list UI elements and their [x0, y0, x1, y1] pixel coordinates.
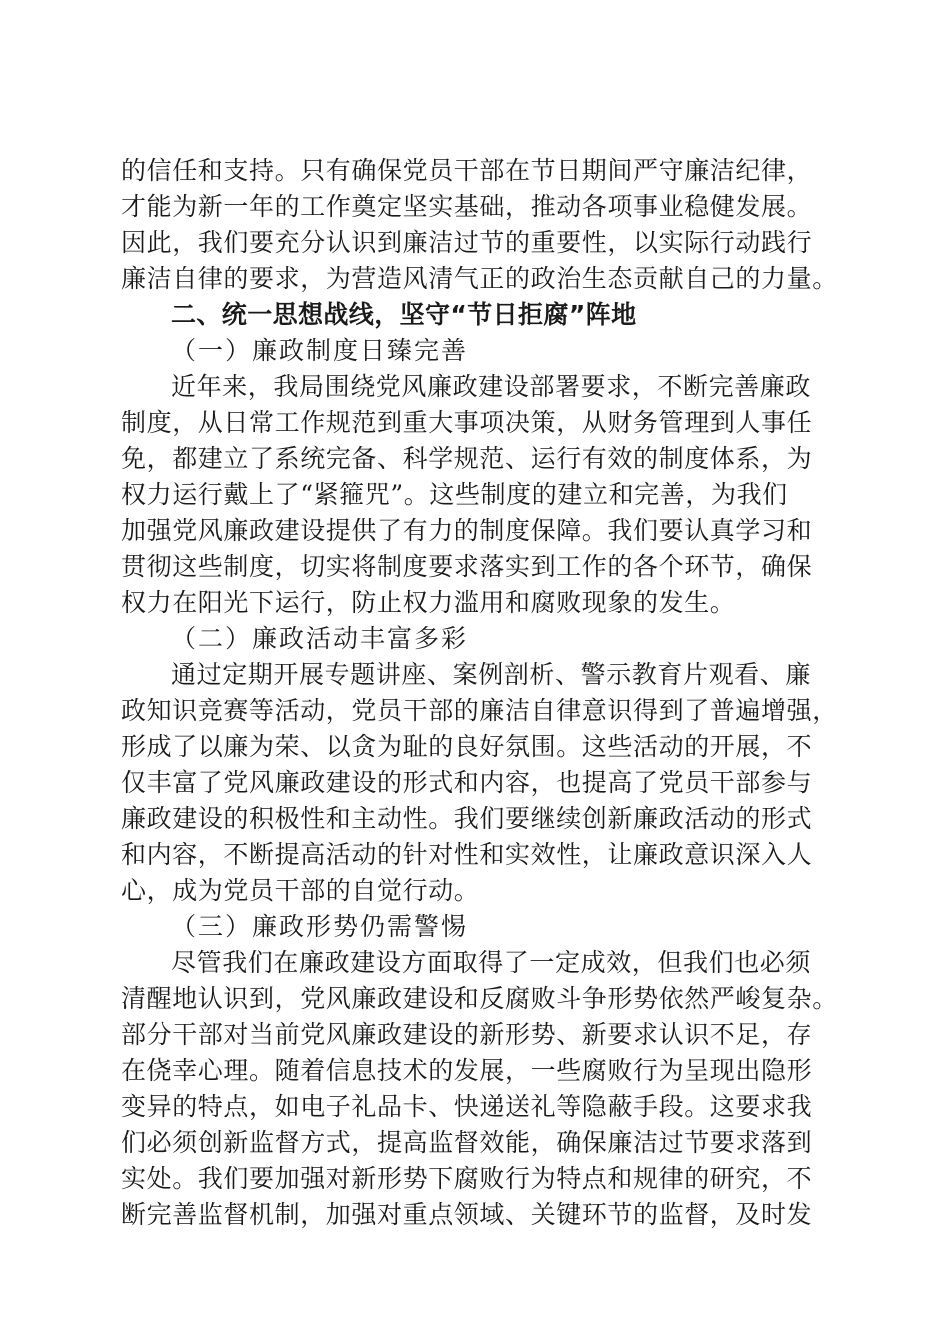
paragraph-line: 权力在阳光下运行，防止权力滥用和腐败现象的发生。	[121, 588, 736, 617]
paragraph-line: 部分干部对当前党风廉政建设的新形势、新要求认识不足，存	[121, 1020, 813, 1049]
paragraph-line: 的信任和支持。只有确保党员干部在节日期间严守廉洁纪律，	[121, 156, 813, 185]
paragraph-line: 仅丰富了党风廉政建设的形式和内容，也提高了党员干部参与	[121, 768, 813, 797]
paragraph-line: 和内容，不断提高活动的针对性和实效性，让廉政意识深入人	[121, 840, 813, 869]
paragraph-line: 廉洁自律的要求，为营造风清气正的政治生态贡献自己的力量。	[121, 264, 838, 293]
paragraph-first-line: 尽管我们在廉政建设方面取得了一定成效，但我们也必须	[171, 948, 812, 977]
paragraph-line: 实处。我们要加强对新形势下腐败行为特点和规律的研究，不	[121, 1164, 813, 1193]
subsection-heading: （二）廉政活动丰富多彩	[171, 624, 469, 653]
paragraph-line: 加强党风廉政建设提供了有力的制度保障。我们要认真学习和	[121, 516, 813, 545]
subsection-heading: （三）廉政形势仍需警惕	[171, 912, 469, 941]
subsection-heading: （一）廉政制度日臻完善	[171, 336, 469, 365]
paragraph-line: 断完善监督机制，加强对重点领域、关键环节的监督，及时发	[121, 1200, 813, 1229]
paragraph-line: 免，都建立了系统完备、科学规范、运行有效的制度体系，为	[121, 444, 813, 473]
paragraph-first-line: 通过定期开展专题讲座、案例剖析、警示教育片观看、廉	[171, 660, 812, 689]
paragraph-line: 权力运行戴上了“紧箍咒”。这些制度的建立和完善，为我们	[121, 480, 788, 509]
paragraph-line: 廉政建设的积极性和主动性。我们要继续创新廉政活动的形式	[121, 804, 813, 833]
paragraph-line: 形成了以廉为荣、以贪为耻的良好氛围。这些活动的开展，不	[121, 732, 813, 761]
paragraph-line: 制度，从日常工作规范到重大事项决策，从财务管理到人事任	[121, 408, 813, 437]
paragraph-line: 们必须创新监督方式，提高监督效能，确保廉洁过节要求落到	[121, 1128, 813, 1157]
paragraph-line: 在侥幸心理。随着信息技术的发展，一些腐败行为呈现出隐形	[121, 1056, 813, 1085]
paragraph-line: 因此，我们要充分认识到廉洁过节的重要性，以实际行动践行	[121, 228, 813, 257]
paragraph-first-line: 近年来，我局围绕党风廉政建设部署要求，不断完善廉政	[171, 372, 812, 401]
paragraph-line: 变异的特点，如电子礼品卡、快递送礼等隐蔽手段。这要求我	[121, 1092, 813, 1121]
paragraph-line: 心，成为党员干部的自觉行动。	[121, 876, 480, 905]
section-heading: 二、统一思想战线，坚守“节日拒腐”阵地	[171, 300, 637, 329]
paragraph-line: 政知识竞赛等活动，党员干部的廉洁自律意识得到了普遍增强，	[121, 696, 838, 725]
paragraph-line: 清醒地认识到，党风廉政建设和反腐败斗争形势依然严峻复杂。	[121, 984, 838, 1013]
paragraph-line: 贯彻这些制度，切实将制度要求落实到工作的各个环节，确保	[121, 552, 813, 581]
paragraph-line: 才能为新一年的工作奠定坚实基础，推动各项事业稳健发展。	[121, 192, 813, 221]
